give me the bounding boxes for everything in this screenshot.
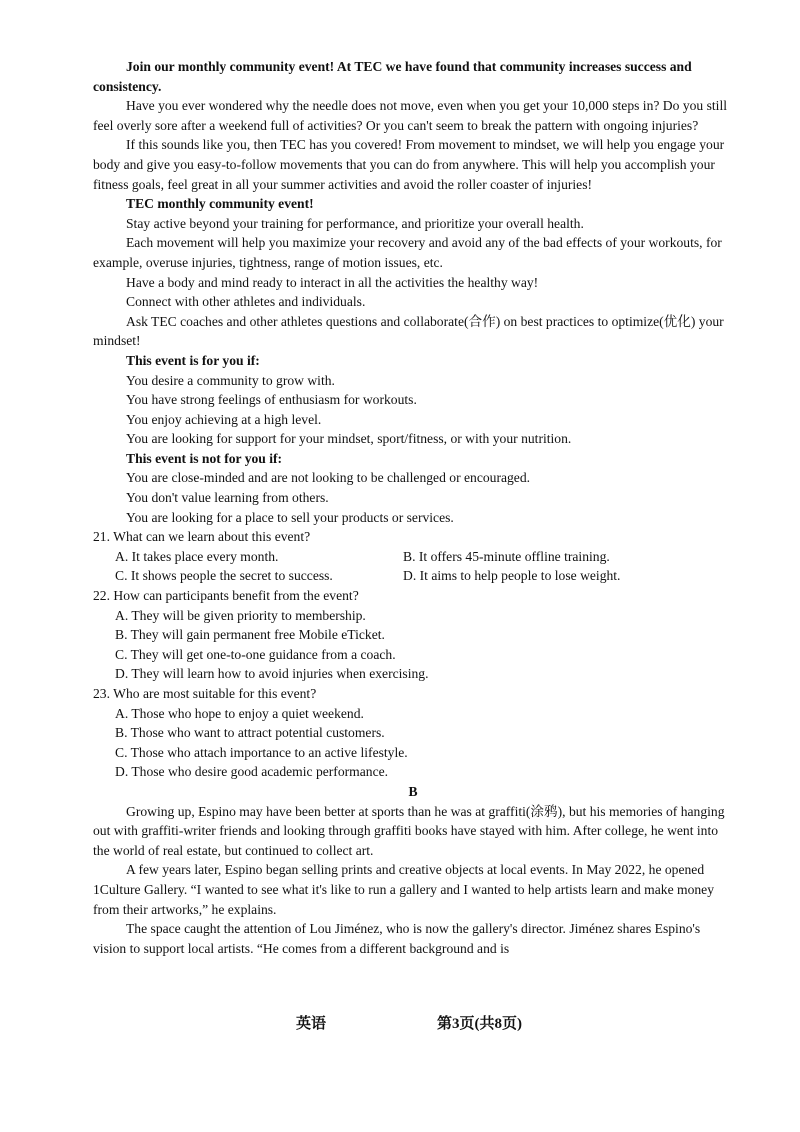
- option-c[interactable]: C. It shows people the secret to success.: [115, 568, 333, 584]
- option-a[interactable]: A. They will be given priority to membership.: [115, 607, 366, 623]
- page-footer: [0, 1012, 800, 1036]
- question-21: [93, 527, 733, 586]
- option-a[interactable]: A. Those who hope to enjoy a quiet weekend.: [115, 705, 364, 721]
- question-22: [93, 586, 733, 684]
- option-d[interactable]: D. They will learn how to avoid injuries when exercising.: [115, 666, 429, 682]
- passage-a-paragraph: Stay active beyond your training for performance, and prioritize your overall health.: [126, 215, 584, 231]
- list-item: You are close-minded and are not looking to be challenged or encouraged.: [126, 470, 531, 486]
- page-content: [93, 57, 733, 958]
- option-d[interactable]: D. Those who desire good academic performance.: [115, 764, 389, 780]
- option-row: [93, 566, 733, 586]
- option-b[interactable]: B. Those who want to attract potential customers.: [115, 725, 385, 741]
- passage-b: [93, 782, 733, 958]
- question-stem: 22. How can participants benefit from the event?: [93, 588, 359, 604]
- option-a[interactable]: A. It takes place every month.: [115, 548, 279, 564]
- passage-a-paragraph: If this sounds like you, then TEC has you covered! From movement to mindset, we will help you engage your body and give you easy-to-follow movements that you can do from anywhere. This will help you accomplish your fitness goals, feel great in all your summer activities and avoid the roller coaster of injuries!: [93, 137, 725, 192]
- passage-a-paragraph: Each movement will help you maximize your recovery and avoid any of the bad effects of your workouts, for example, overuse injuries, tightness, range of motion issues, etc.: [93, 235, 722, 270]
- option-b[interactable]: B. It offers 45-minute offline training.: [403, 548, 610, 564]
- list-item: You are looking for a place to sell your products or services.: [126, 509, 454, 525]
- passage-b-paragraph: The space caught the attention of Lou Jiménez, who is now the gallery's director. Jiménez shares Espino's vision to support local artists. “He comes from a different background and is: [93, 921, 701, 956]
- passage-b-paragraph: A few years later, Espino began selling prints and creative objects at local events. In May 2022, he opened 1Culture Gallery. “I wanted to see what it's like to run a gallery and I wanted to help artists learn and make money from their artworks,” he explains.: [93, 862, 715, 917]
- passage-a: [93, 57, 733, 527]
- list-item: You are looking for support for your mindset, sport/fitness, or with your nutrition.: [126, 431, 572, 447]
- passage-a-paragraph: Ask TEC coaches and other athletes questions and collaborate(合作) on best practices to optimize(优化) your mindset!: [93, 313, 724, 349]
- subject-label: 英语: [296, 1016, 327, 1032]
- question-stem: 23. Who are most suitable for this event?: [93, 686, 317, 701]
- option-row: [93, 547, 733, 567]
- option-d[interactable]: D. It aims to help people to lose weight.: [403, 568, 621, 584]
- passage-a-intro: Join our monthly community event! At TEC we have found that community increases success and consistency.: [93, 59, 692, 94]
- for-you-heading: This event is for you if:: [126, 352, 260, 368]
- question-stem: 21. What can we learn about this event?: [93, 529, 311, 545]
- not-for-you-heading: This event is not for you if:: [126, 450, 283, 466]
- option-c[interactable]: C. Those who attach importance to an active lifestyle.: [115, 744, 408, 760]
- question-23: [93, 684, 733, 782]
- list-item: You don't value learning from others.: [126, 490, 329, 506]
- event-heading: TEC monthly community event!: [126, 196, 314, 212]
- list-item: You enjoy achieving at a high level.: [126, 411, 322, 427]
- section-label: B: [408, 783, 418, 799]
- passage-a-paragraph: Have you ever wondered why the needle does not move, even when you get your 10,000 steps in? Do you still feel overly sore after a weekend full of activities? Or you can't seem to break the pattern with ongoing injuries?: [93, 98, 728, 133]
- passage-a-paragraph: Have a body and mind ready to interact in all the activities the healthy way!: [126, 274, 539, 290]
- list-item: You have strong feelings of enthusiasm for workouts.: [126, 392, 417, 408]
- option-c[interactable]: C. They will get one-to-one guidance from a coach.: [115, 646, 396, 662]
- passage-b-paragraph: Growing up, Espino may have been better at sports than he was at graffiti(涂鸦), but his memories of hanging out with graffiti-writer friends and looking through graffiti books have stayed with him. After college, he went into the world of real estate, but continued to collect art.: [93, 803, 725, 858]
- option-b[interactable]: B. They will gain permanent free Mobile eTicket.: [115, 627, 385, 643]
- list-item: You desire a community to grow with.: [126, 372, 335, 388]
- passage-a-paragraph: Connect with other athletes and individuals.: [126, 294, 366, 310]
- page-number: 第3页(共8页): [437, 1016, 522, 1032]
